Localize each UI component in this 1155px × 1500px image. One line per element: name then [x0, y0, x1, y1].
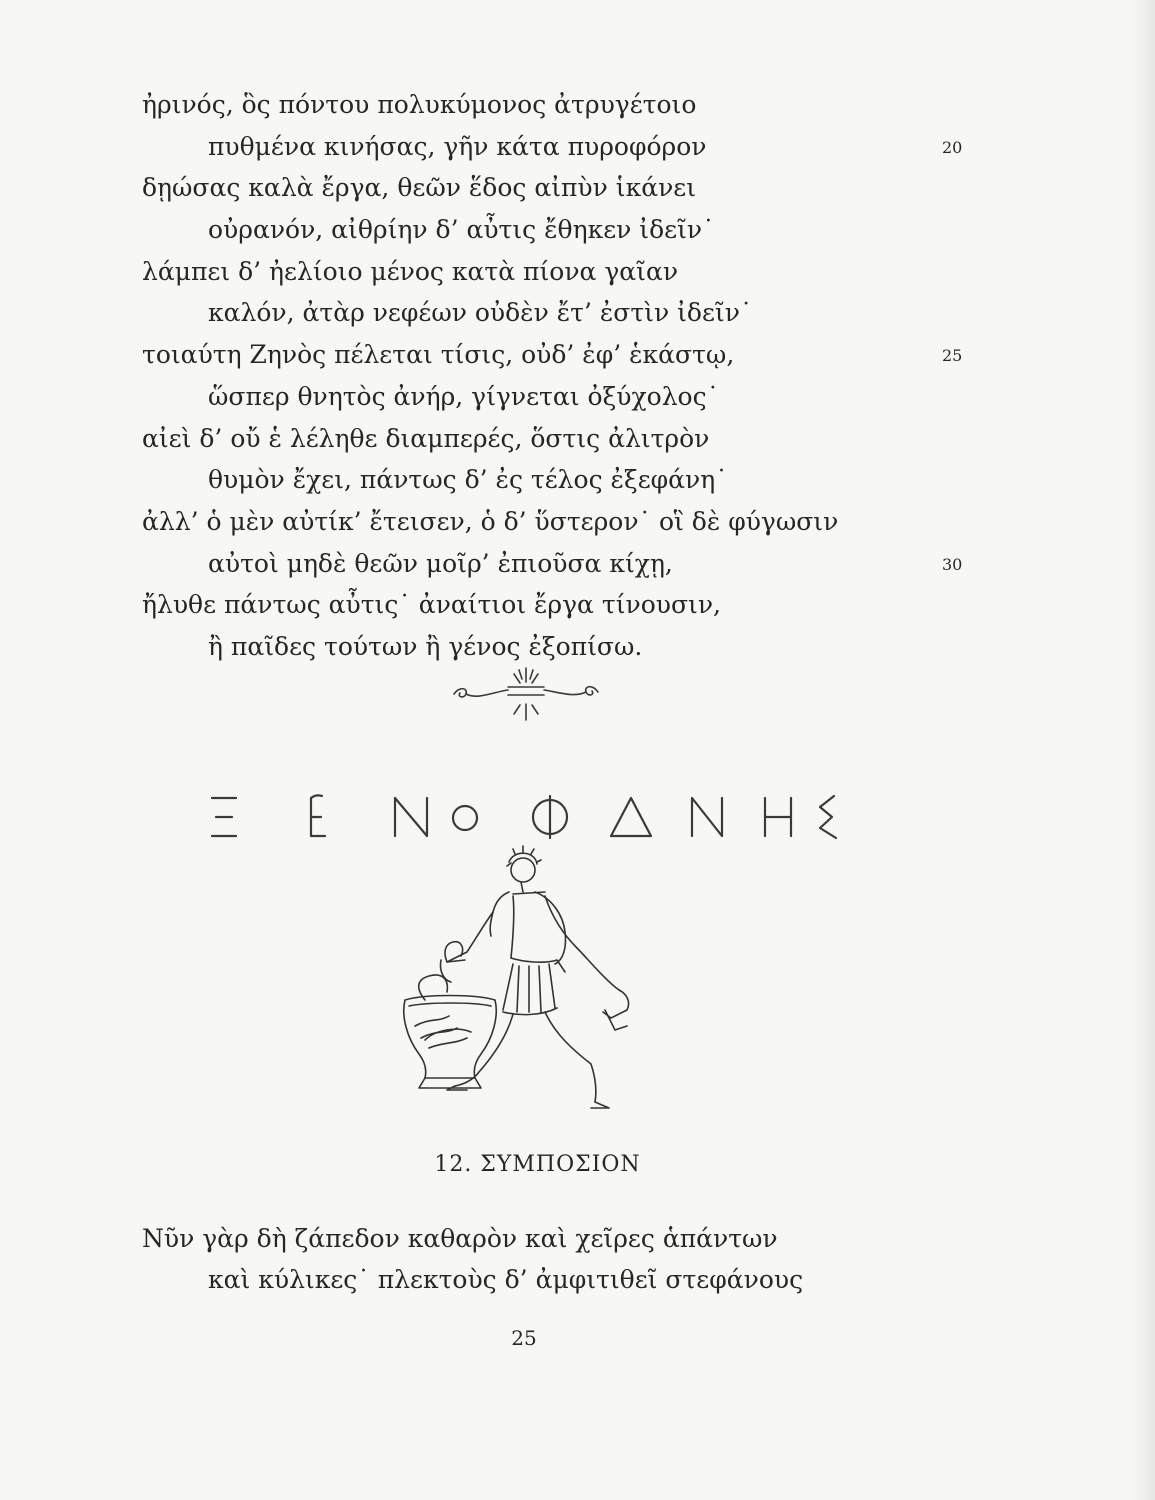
verse-text: πυθμένα κινήσας, γῆν κάτα πυροφόρον — [208, 131, 707, 161]
verse-text: ἠρινός, ὃς πόντου πολυκύμονος ἀτρυγέτοιο — [142, 90, 697, 119]
verse-line — [142, 1218, 1022, 1259]
line-number: 25 — [942, 346, 963, 366]
verse-text: ὥσπερ θνητὸς ἀνήρ, γίγνεται ὀξύχολος˙ — [208, 381, 720, 411]
verse-text: ἀλλ’ ὁ μὲν αὐτίκ’ ἔτεισεν, ὁ δ’ ὕστερον˙ οἳ δὲ φύγωσιν — [142, 506, 839, 536]
verse-line — [142, 167, 1022, 209]
verse-line — [142, 501, 1022, 543]
verse-text: καλόν, ἀτὰρ νεφέων οὐδὲν ἔτ’ ἐστὶν ἰδεῖν˙ — [208, 298, 753, 328]
verse-text: καὶ κύλικες˙ πλεκτοὺς δ’ ἀμφιτιθεῖ στεφάνους — [208, 1265, 804, 1294]
verse-text: δῃώσας καλὰ ἔργα, θεῶν ἕδος αἰπὺν ἱκάνει — [142, 173, 697, 203]
verse-line — [142, 543, 1022, 585]
symposion-block — [142, 1218, 1022, 1300]
poem-title: 12. ΣΥΜΠΟΣΙΟΝ — [434, 1152, 641, 1177]
page-edge-shadow — [1127, 0, 1155, 1500]
verse-text: τοιαύτη Ζηνὸς πέλεται τίσις, οὐδ’ ἐφ’ ἑκάστῳ, — [142, 340, 735, 370]
verse-line — [142, 459, 1022, 501]
verse-text: οὐρανόν, αἰθρίην δ’ αὖτις ἔθηκεν ἰδεῖν˙ — [208, 215, 715, 245]
verse-line — [142, 584, 1022, 626]
verse-text: αἰεὶ δ’ οὔ ἑ λέληθε διαμπερές, ὅστις ἀλιτρὸν — [142, 423, 710, 453]
fleuron-star-scroll-icon — [448, 664, 604, 724]
verse-line — [142, 334, 1022, 376]
verse-line — [142, 626, 1022, 668]
verse-text: Νῦν γὰρ δὴ ζάπεδον καθαρὸν καὶ χεῖρες ἁπάντων — [142, 1224, 778, 1253]
verse-line — [142, 251, 1022, 293]
page-number: 25 — [511, 1326, 537, 1350]
verse-line — [142, 126, 1022, 168]
verse-line — [142, 376, 1022, 418]
verse-line — [142, 209, 1022, 251]
verse-line — [142, 292, 1022, 334]
verse-text: ἢ παῖδες τούτων ἢ γένος ἐξοπίσω. — [208, 631, 643, 661]
verse-text: ἤλυθε πάντως αὖτις˙ ἀναίτιοι ἔργα τίνουσιν, — [142, 590, 721, 620]
verse-text: θυμὸν ἔχει, πάντως δ’ ἐς τέλος ἐξεφάνη˙ — [208, 465, 728, 495]
line-number: 30 — [942, 554, 963, 574]
verse-text: αὐτοὶ μηδὲ θεῶν μοῖρ’ ἐπιοῦσα κίχῃ, — [208, 548, 673, 578]
greek-youth-pouring-icon — [395, 840, 655, 1120]
verse-line — [142, 1259, 1022, 1300]
verse-line — [142, 84, 1022, 126]
verse-text: λάμπει δ’ ἠελίοιο μένος κατὰ πίονα γαῖαν — [142, 256, 679, 286]
verse-block — [142, 84, 1022, 668]
verse-line — [142, 418, 1022, 460]
line-number: 20 — [942, 137, 963, 157]
